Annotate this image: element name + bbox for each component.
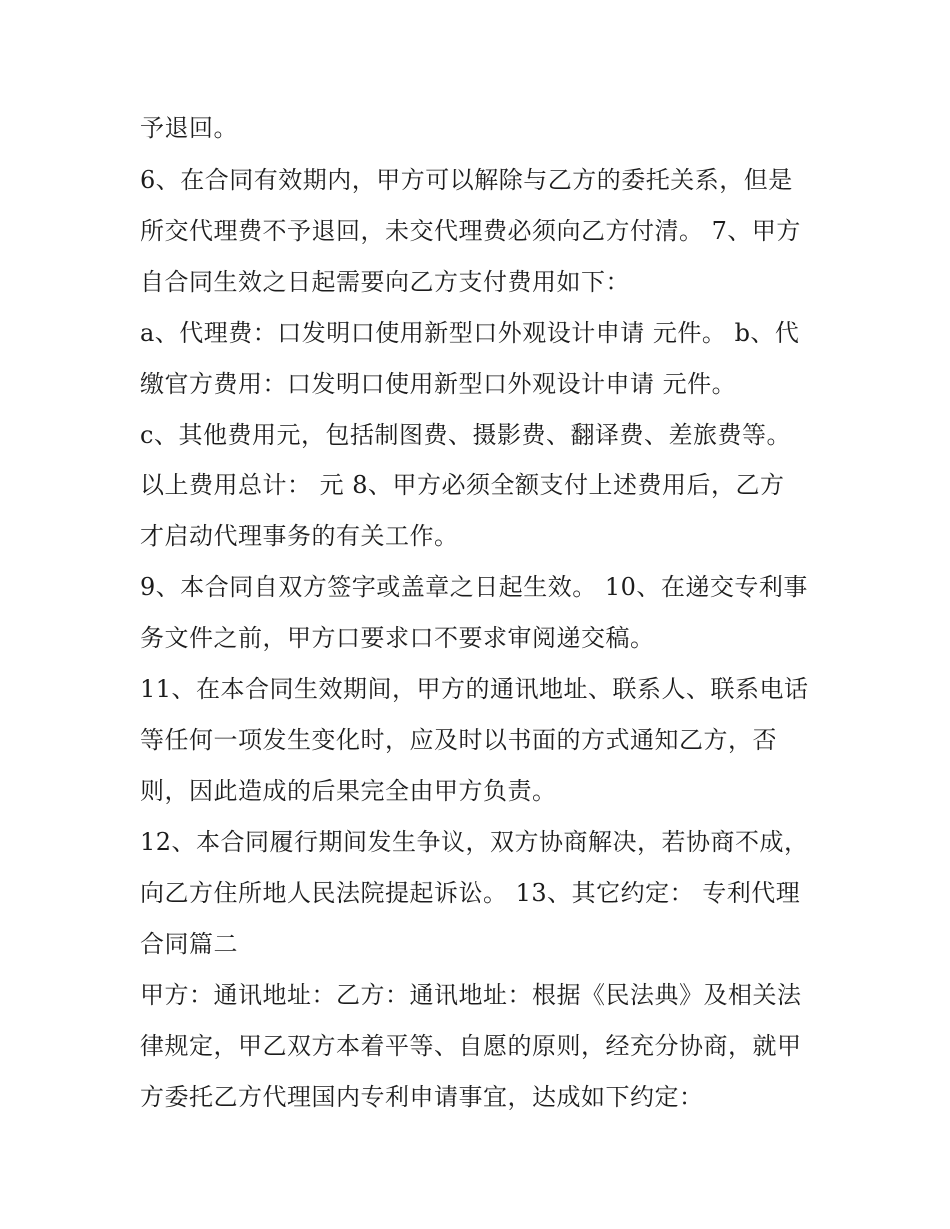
text-line: 12、本合同履行期间发生争议，双方协商解决，若协商不成， [140, 828, 809, 856]
text-line: 9、本合同自双方签字或盖章之日起生效。 10、在递交专利事 [140, 573, 808, 601]
text-line: 则，因此造成的后果完全由甲方负责。 [140, 777, 557, 805]
text-line: 务文件之前，甲方口要求口不要求审阅递交稿。 [140, 624, 655, 652]
text-line: 甲方：通讯地址：乙方：通讯地址：根据《民法典》及相关法 [140, 981, 802, 1009]
text-line: c、其他费用元，包括制图费、摄影费、翻译费、差旅费等。 [140, 421, 791, 449]
text-line: 所交代理费不予退回，未交代理费必须向乙方付清。 7、甲方 [140, 217, 801, 245]
text-line: 律规定，甲乙双方本着平等、自愿的原则，经充分协商，就甲 [140, 1032, 802, 1060]
text-line: 自合同生效之日起需要向乙方支付费用如下： [140, 268, 630, 296]
text-line: 方委托乙方代理国内专利申请事宜，达成如下约定： [140, 1083, 704, 1111]
text-line: 缴官方费用：口发明口使用新型口外观设计申请 元件。 [140, 370, 737, 398]
text-line: 11、在本合同生效期间，甲方的通讯地址、联系人、联系电话 [140, 675, 809, 703]
text-line: a、代理费：口发明口使用新型口外观设计申请 元件。 b、代 [140, 319, 800, 347]
text-line: 向乙方住所地人民法院提起诉讼。 13、其它约定： 专利代理 [140, 879, 801, 907]
text-line: 以上费用总计： 元 8、甲方必须全额支付上述费用后，乙方 [140, 471, 785, 499]
text-line: 等任何一项发生变化时，应及时以书面的方式通知乙方，否 [140, 726, 777, 754]
text-line: 合同篇二 [140, 930, 238, 958]
text-line: 才启动代理事务的有关工作。 [140, 522, 459, 550]
text-line: 予退回。 [140, 114, 238, 142]
text-line: 6、在合同有效期内，甲方可以解除与乙方的委托关系，但是 [140, 166, 793, 194]
